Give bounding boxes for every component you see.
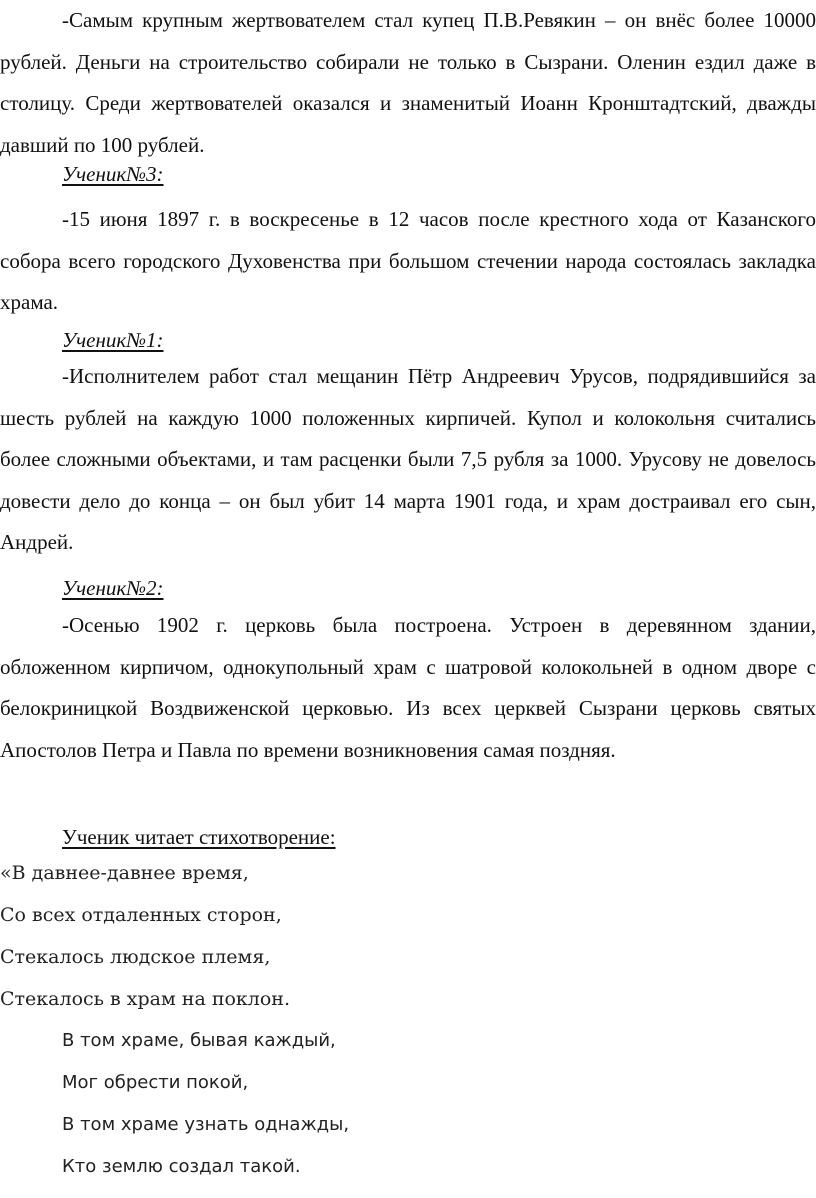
poem-line-4: Стекалось в храм на поклон. <box>0 988 291 1010</box>
poem-line-6: Мог обрести покой, <box>62 1072 249 1093</box>
poem-line-2: Со всех отдаленных сторон, <box>0 904 282 926</box>
poem-line-8: Кто землю создал такой. <box>62 1156 301 1177</box>
speaker-student-2: Ученик№2: <box>62 576 164 600</box>
paragraph-contractor: -Исполнителем работ стал мещанин Пётр Андреевич Урусов, подрядившийся за шесть рублей на каждую 1000 положенных кирпичей. Купол и колокольня считались более сложными объектами, и там расценки были 7,5 рубля за 1000. Урусову не довелось довести дело до конца – он был убит 14 марта 1901 года, и храм достраивал его сын, Андрей. <box>0 364 816 554</box>
paragraph-foundation: -15 июня 1897 г. в воскресенье в 12 часов после крестного хода от Казанского собора всего городского Духовенства при большом стечении народа состоялась закладка храма. <box>0 207 816 314</box>
poem-line-1: «В давнее-давнее время, <box>0 862 249 884</box>
poem-line-3: Стекалось людское племя, <box>0 946 271 968</box>
poem-line-5: В том храме, бывая каждый, <box>62 1030 336 1051</box>
paragraph-construction: -Осенью 1902 г. церковь была построена. Устроен в деревянном здании, обложенном кирпичом, однокупольный храм с шатровой колокольней в одном дворе с белокриницкой Воздвиженской церковью. Из всех церквей Сызрани церковь святых Апостолов Петра и Павла по времени возникновения самая поздняя. <box>0 613 816 762</box>
poem-line-7: В том храме узнать однажды, <box>62 1114 350 1135</box>
paragraph-donors: -Самым крупным жертвователем стал купец П.В.Ревякин – он внёс более 10000 рублей. Деньги на строительство собирали не только в Сызрани. Оленин ездил даже в столицу. Среди жертвователей оказался и знаменитый Иоанн Кронштадтский, дважды давший по 100 рублей. <box>0 8 816 157</box>
speaker-student-3: Ученик№3: <box>62 162 164 186</box>
speaker-student-1: Ученик№1: <box>62 328 164 352</box>
speaker-poem-reader: Ученик читает стихотворение: <box>62 825 336 849</box>
